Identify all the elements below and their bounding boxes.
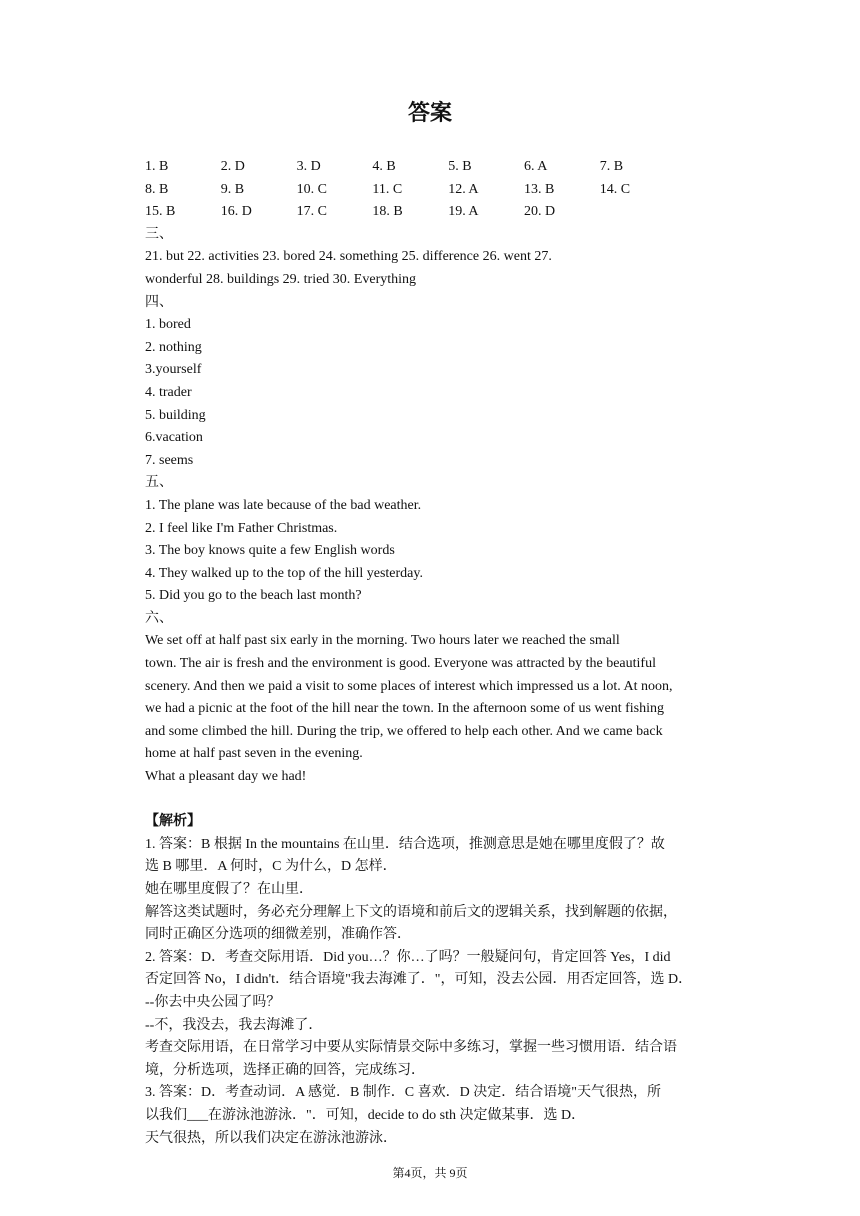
answer-cell: 4. B [372,159,396,174]
section-6-heading: 六、 [145,610,173,626]
answer-cell: 18. B [372,204,403,220]
essay-line: home at half past seven in the evening. [145,746,363,762]
answer-cell: 15. B [145,204,176,220]
analysis-line: --不，我没去，我去海滩了． [145,1017,323,1033]
analysis-line: 她在哪里度假了？在山里． [145,882,313,897]
analysis-line: 同时正确区分选项的细微差别，准确作答． [145,927,411,943]
section-5-item: 4. They walked up to the top of the hill yesterday. [145,565,423,581]
essay-line: We set off at half past six early in the morning. Two hours later we reached the small [145,633,620,649]
answer-cell: 17. C [296,204,327,220]
answer-cell: 6. A [523,159,548,174]
analysis-line: 2. 答案：D．考查交际用语．Did you…？你…了吗？一般疑问句，肯定回答 Yes，I did [145,949,671,965]
essay-line: we had a picnic at the foot of the hill near the town. In the afternoon some of us went fishing [145,701,665,717]
analysis-heading: 【解析】 [145,814,201,830]
answer-cell: 5. B [448,159,472,174]
answer-cell: 10. C [296,181,327,197]
multiple-choice-answers [145,156,725,224]
answer-cell: 16. D [220,204,252,220]
section-4-item: 3.yourself [145,362,202,378]
section-4-item: 1. bored [145,317,191,333]
section-5-item: 2. I feel like I'm Father Christmas. [145,520,338,536]
essay-line: town. The air is fresh and the environment is good. Everyone was attracted by the beautiful [145,656,656,672]
answer-cell: 1. B [145,159,169,174]
answer-cell: 9. B [220,181,245,197]
answer-content [145,156,725,1150]
answer-cell: 20. D [523,204,556,220]
answer-row [145,156,725,179]
section-3-line: wonderful 28. buildings 29. tried 30. Everything [145,271,417,287]
essay-line: What a pleasant day we had! [145,769,307,785]
section-4-item: 4. trader [145,384,192,400]
essay-line: and some climbed the hill. During the trip, we offered to help each other. And we came back [145,723,663,739]
analysis-line: 天气很热，所以我们决定在游泳池游泳． [145,1130,397,1146]
analysis-line: 选 B 哪里．A 何时，C 为什么，D 怎样． [145,859,397,875]
analysis-line: 考查交际用语，在日常学习中要从实际情景交际中多练习，掌握一些习惯用语．结合语 [145,1040,677,1056]
section-5-item: 3. The boy knows quite a few English words [145,543,395,559]
section-4-item: 6.vacation [145,430,203,446]
answer-cell: 12. A [448,181,479,197]
section-5-heading: 五、 [145,475,173,491]
analysis-line: 3. 答案：D．考查动词．A 感觉．B 制作．C 喜欢．D 决定．结合语境"天气很热，所 [145,1085,661,1101]
section-4-heading: 四、 [145,294,173,310]
answer-cell: 19. A [448,204,479,220]
section-4-item: 7. seems [145,452,194,468]
analysis-line: --你去中央公园了吗？ [145,994,281,1010]
answer-cell: 13. B [523,181,555,197]
section-5-item: 5. Did you go to the beach last month? [145,588,362,604]
answer-row [145,179,725,202]
blank-line [145,789,725,812]
essay-line: scenery. And then we paid a visit to some places of interest which impressed us a lot. At noon, [145,678,673,694]
answer-cell: 2. D [220,159,245,174]
answer-cell: 11. C [372,181,403,197]
analysis-line: 以我们___在游泳池游泳．"．可知，decide to do sth 决定做某事．选 D． [145,1107,586,1123]
section-5-item: 1. The plane was late because of the bad weather. [145,497,422,513]
answer-cell: 3. D [296,159,321,174]
analysis-line: 否定回答 No，I didn't．结合语境"我去海滩了．"，可知，没去公园．用否定回答，选 D． [145,972,693,988]
analysis-line: 解答这类试题时，务必充分理解上下文的语境和前后文的逻辑关系，找到解题的依据， [145,904,677,920]
analysis-line: 1. 答案：B 根据 In the mountains 在山里．结合选项，推测意思是她在哪里度假了？故 [145,836,665,852]
section-4-item: 2. nothing [145,339,202,355]
page-title: 答案 [407,101,452,126]
answer-cell: 7. B [599,159,624,174]
section-3-line: 21. but 22. activities 23. bored 24. something 25. difference 26. went 27. [145,249,552,265]
answer-cell: 14. C [599,181,631,197]
answer-cell: 8. B [145,181,169,197]
answer-row [145,201,725,224]
section-3-heading: 三、 [145,226,173,242]
section-4-item: 5. building [145,407,206,423]
page-footer: 第4页，共 9页 [392,1166,468,1180]
analysis-line: 境，分析选项，选择正确的回答，完成练习． [145,1062,425,1078]
